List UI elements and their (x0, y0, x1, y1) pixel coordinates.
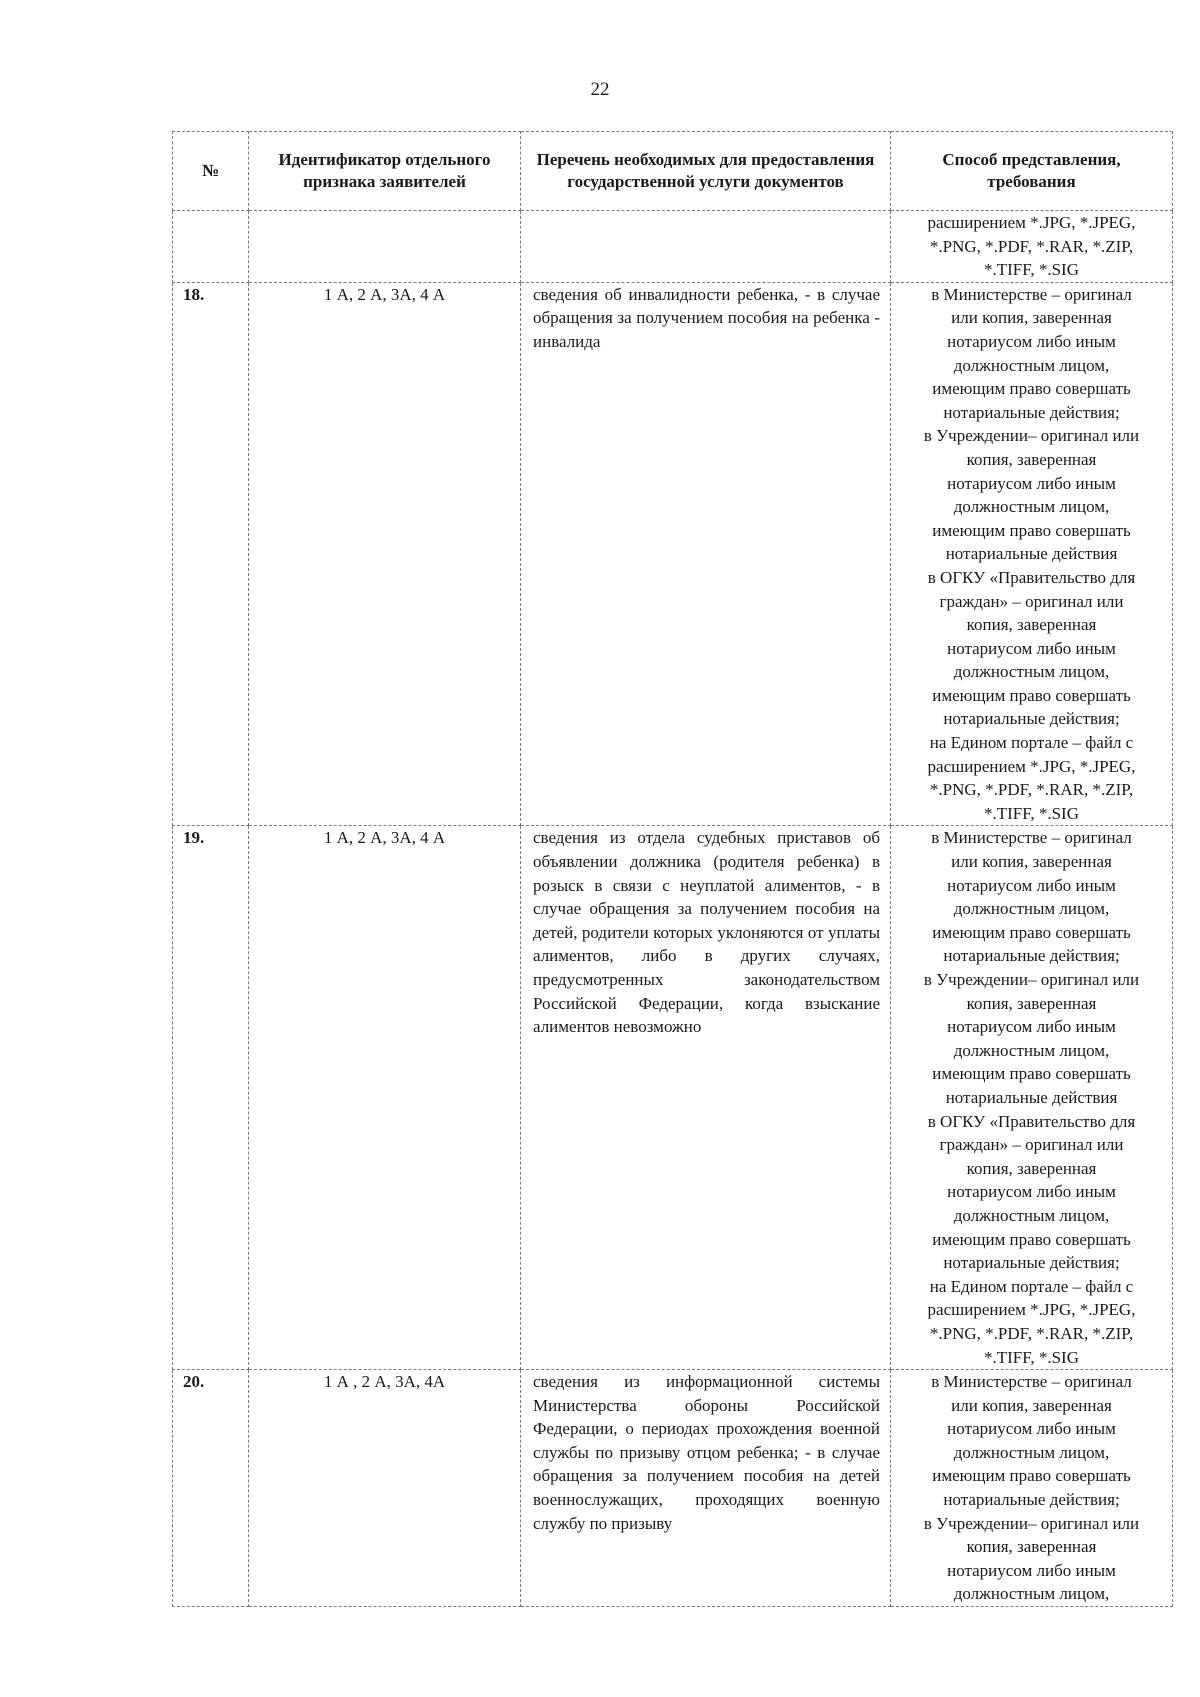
method-line: *.TIFF, *.SIG (984, 803, 1079, 823)
row-number: 18. (173, 282, 249, 826)
method-line: нотариальные действия; (943, 1253, 1120, 1273)
row-method (891, 826, 1173, 1370)
method-line: *.PNG, *.PDF, *.RAR, *.ZIP, (929, 1323, 1134, 1343)
method-line: расширением *.JPG, *.JPEG, (927, 1300, 1136, 1320)
method-line: имеющим право совершать (932, 1064, 1131, 1084)
continuation-number-cell (173, 211, 249, 283)
row-identifier: 1 А, 2 А, 3А, 4 А (249, 282, 521, 826)
header-number: № (173, 132, 249, 211)
method-line: должностным лицом, (953, 1040, 1110, 1060)
method-line: копия, заверенная (966, 993, 1097, 1013)
method-line: *.TIFF, *.SIG (984, 1347, 1079, 1367)
method-line: в Министерстве – оригинал (931, 284, 1132, 304)
method-line: *.PNG, *.PDF, *.RAR, *.ZIP, (929, 236, 1134, 256)
continuation-documents-cell (521, 211, 891, 283)
method-line: нотариальные действия; (943, 1490, 1120, 1510)
method-line: должностным лицом, (953, 899, 1110, 919)
method-line: в Учреждении– оригинал или (923, 1513, 1140, 1533)
method-line: граждан» – оригинал или (939, 591, 1124, 611)
row-identifier: 1 А, 2 А, 3А, 4 А (249, 826, 521, 1370)
method-line: нотариусом либо иным (947, 331, 1116, 351)
method-line: в ОГКУ «Правительство для (927, 567, 1136, 587)
method-line: должностным лицом, (953, 662, 1110, 682)
header-method: Способ представления, требования (891, 132, 1173, 211)
row-method (891, 1370, 1173, 1607)
method-line: нотариусом либо иным (947, 875, 1116, 895)
method-line: *.TIFF, *.SIG (984, 260, 1079, 280)
method-line: должностным лицом, (953, 1205, 1110, 1225)
method-line: копия, заверенная (966, 615, 1097, 635)
method-line: *.PNG, *.PDF, *.RAR, *.ZIP, (929, 780, 1134, 800)
table-row-19 (173, 826, 1173, 1370)
table-header-row (173, 132, 1173, 211)
method-line: должностным лицом, (953, 497, 1110, 517)
row-identifier: 1 А , 2 А, 3А, 4А (249, 1370, 521, 1607)
page-number: 22 (590, 79, 610, 100)
method-line: имеющим право совершать (932, 379, 1131, 399)
table-row-18 (173, 282, 1173, 826)
method-line: нотариальные действия; (943, 946, 1120, 966)
continuation-row (173, 211, 1173, 283)
method-line: имеющим право совершать (932, 520, 1131, 540)
method-line: нотариальные действия; (943, 402, 1120, 422)
header-documents: Перечень необходимых для предоставления государственной услуги документов (521, 132, 891, 211)
row-number: 19. (173, 826, 249, 1370)
method-line: расширением *.JPG, *.JPEG, (927, 213, 1136, 232)
method-line: должностным лицом, (953, 1442, 1110, 1462)
method-line: должностным лицом, (953, 1584, 1110, 1604)
method-line: нотариусом либо иным (947, 638, 1116, 658)
method-line: или копия, заверенная (951, 308, 1112, 328)
continuation-method-cell (891, 211, 1173, 283)
method-line: нотариусом либо иным (947, 1017, 1116, 1037)
method-line: нотариусом либо иным (947, 473, 1116, 493)
method-line: имеющим право совершать (932, 922, 1131, 942)
row-documents: сведения из отдела судебных приставов об объявлении должника (родителя ребенка) в розыск в связи с неуплатой алиментов, - в случае обращения за получением пособия на детей, родители которых уклоняются от уплаты алиментов, либо в других случаях, предусмотренных законодательством Российской Федерации, когда взыскание алиментов невозможно (521, 826, 891, 1370)
method-line: нотариальные действия (945, 544, 1118, 564)
method-line: должностным лицом, (953, 355, 1110, 375)
method-line: граждан» – оригинал или (939, 1135, 1124, 1155)
method-line: нотариусом либо иным (947, 1419, 1116, 1439)
method-line: копия, заверенная (966, 1158, 1097, 1178)
method-line: копия, заверенная (966, 1537, 1097, 1557)
method-line: нотариальные действия; (943, 709, 1120, 729)
method-line: имеющим право совершать (932, 1466, 1131, 1486)
table-row-20 (173, 1370, 1173, 1607)
method-line: имеющим право совершать (932, 685, 1131, 705)
method-line: на Едином портале – файл с (929, 733, 1134, 753)
documents-table (172, 131, 1173, 1607)
continuation-identifier-cell (249, 211, 521, 283)
row-documents: сведения об инвалидности ребенка, - в случае обращения за получением пособия на ребенка - инвалида (521, 282, 891, 826)
method-line: копия, заверенная (966, 449, 1097, 469)
method-line: в Учреждении– оригинал или (923, 970, 1140, 989)
method-line: или копия, заверенная (951, 1395, 1112, 1415)
method-line: в Учреждении– оригинал или (923, 426, 1140, 446)
row-documents: сведения из информационной системы Министерства обороны Российской Федерации, о периодах прохождения военной службы по призыву отцом ребенка; - в случае обращения за получением пособия на детей военнослужащих, проходящих военную службу по призыву (521, 1370, 891, 1607)
row-method (891, 282, 1173, 826)
method-line: в Министерстве – оригинал (931, 828, 1132, 848)
header-identifier: Идентификатор отдельного признака заявителей (249, 132, 521, 211)
method-line: или копия, заверенная (951, 852, 1112, 872)
method-line: имеющим право совершать (932, 1229, 1131, 1249)
method-line: нотариусом либо иным (947, 1182, 1116, 1202)
method-line: нотариусом либо иным (947, 1560, 1116, 1580)
method-line: расширением *.JPG, *.JPEG, (927, 756, 1136, 776)
method-line: в ОГКУ «Правительство для (927, 1111, 1136, 1131)
row-number: 20. (173, 1370, 249, 1607)
method-line: нотариальные действия (945, 1087, 1118, 1107)
method-line: в Министерстве – оригинал (931, 1372, 1132, 1392)
method-line: на Едином портале – файл с (929, 1276, 1134, 1296)
